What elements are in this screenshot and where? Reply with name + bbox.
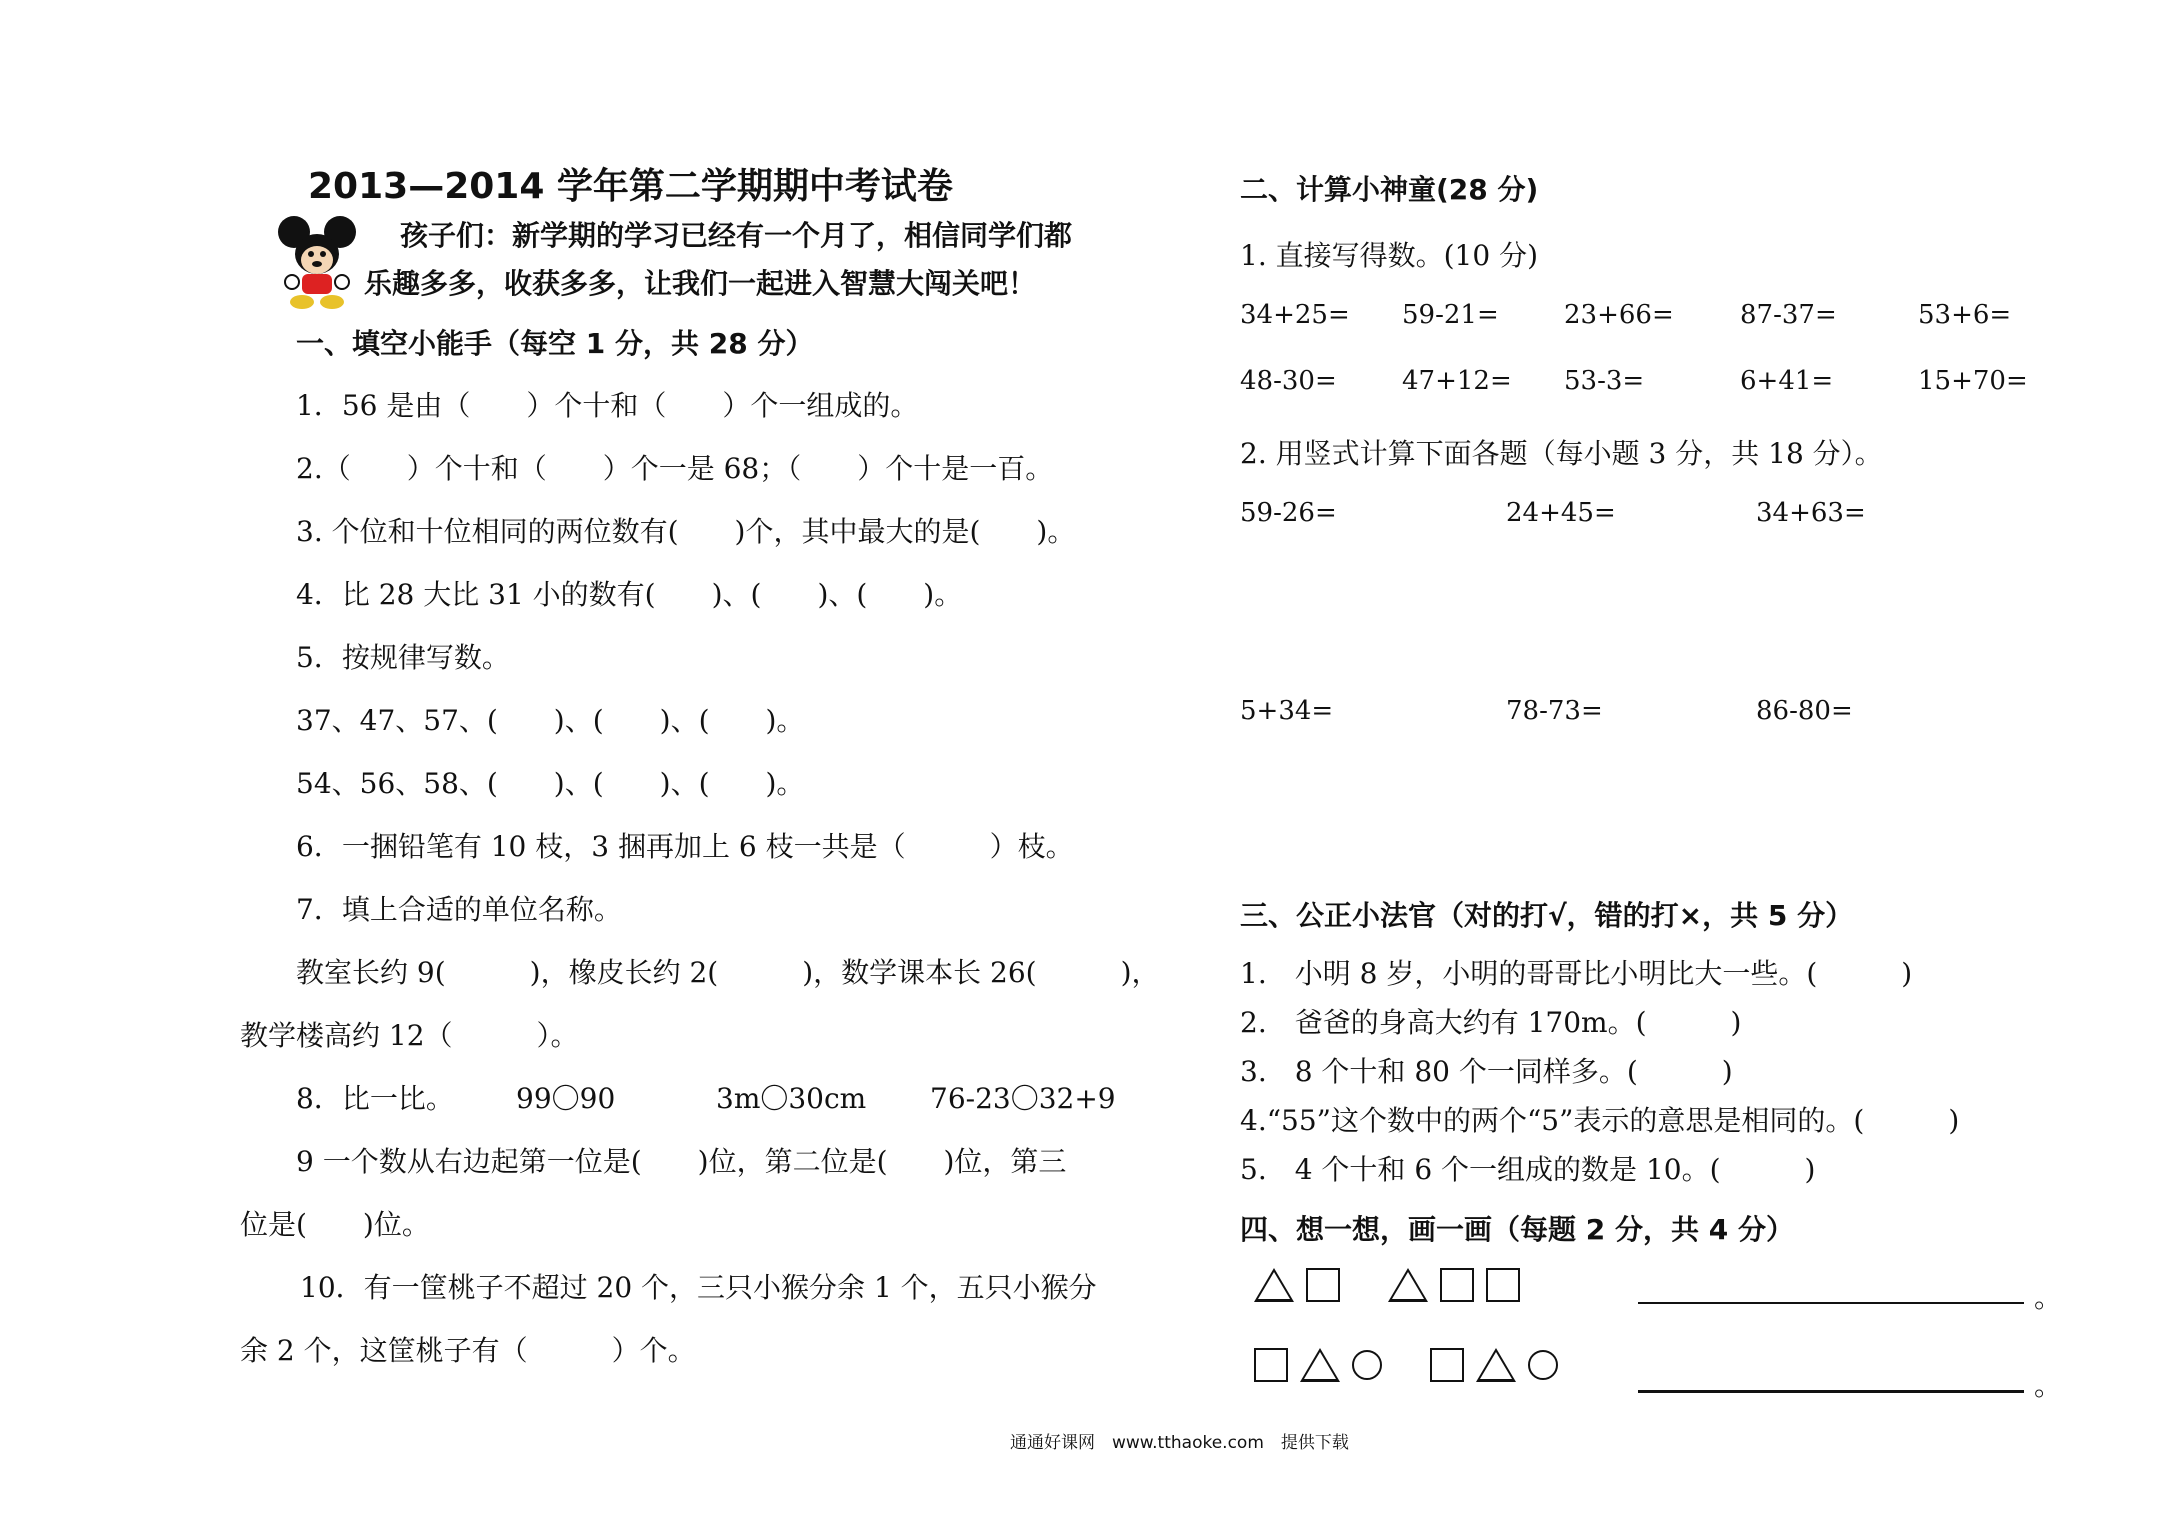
calc-item: 34+25= xyxy=(1240,300,1350,330)
answer-line-1[interactable] xyxy=(1638,1302,2024,1304)
question-5b: 54、56、58、( )、( )、( )。 xyxy=(296,767,805,800)
intro-line-1: 孩子们：新学期的学习已经有一个月了，相信同学们都 xyxy=(400,219,1073,252)
calc-item: 59-21= xyxy=(1402,300,1499,330)
question-10a: 10．有一筐桃子不超过 20 个，三只小猴分余 1 个，五只小猴分 xyxy=(300,1271,1097,1304)
vertical-calc-item: 78-73= xyxy=(1506,696,1603,726)
calc-item: 87-37= xyxy=(1740,300,1837,330)
footer-text: 通通好课网 www.tthaoke.com 提供下载 xyxy=(1010,1433,1349,1453)
question-8a: 99〇90 xyxy=(516,1082,616,1115)
calc-part-2-heading: 2. 用竖式计算下面各题（每小题 3 分，共 18 分）。 xyxy=(1240,437,1883,470)
vertical-calc-item: 24+45= xyxy=(1506,498,1616,528)
pattern-row-1 xyxy=(1254,1268,1532,1302)
question-8b: 3m〇30cm xyxy=(716,1082,867,1115)
circle-icon xyxy=(1528,1350,1558,1380)
answer-line-2[interactable] xyxy=(1638,1390,2024,1393)
square-icon xyxy=(1430,1348,1464,1382)
question-5: 5．按规律写数。 xyxy=(296,641,510,674)
page-title: 2013—2014 学年第二学期期中考试卷 xyxy=(308,166,953,207)
question-2: 2.（ ）个十和（ ）个一是 68；（ ）个十是一百。 xyxy=(296,452,1054,485)
judge-item: 1. 小明 8 岁，小明的哥哥比小明比大一些。( ) xyxy=(1240,957,1913,990)
judge-item: 2. 爸爸的身高大约有 170m。( ) xyxy=(1240,1006,1742,1039)
question-5a: 37、47、57、( )、( )、( )。 xyxy=(296,704,805,737)
section-3-heading: 三、公正小法官（对的打√，错的打×，共 5 分） xyxy=(1240,899,1854,932)
calc-part-1-heading: 1. 直接写得数。(10 分) xyxy=(1240,239,1538,272)
judge-item: 4.“55”这个数中的两个“5”表示的意思是相同的。( ) xyxy=(1240,1104,1960,1137)
question-9a: 9 一个数从右边起第一位是( )位，第二位是( )位，第三 xyxy=(296,1145,1067,1178)
section-1-heading: 一、填空小能手（每空 1 分，共 28 分） xyxy=(296,327,814,360)
section-2-heading: 二、计算小神童(28 分) xyxy=(1240,173,1539,206)
triangle-icon xyxy=(1300,1348,1340,1382)
question-8-label: 8．比一比。 xyxy=(296,1082,454,1115)
calc-item: 23+66= xyxy=(1564,300,1674,330)
calc-item: 15+70= xyxy=(1918,366,2028,396)
vertical-calc-item: 59-26= xyxy=(1240,498,1337,528)
question-6: 6．一捆铅笔有 10 枝，3 捆再加上 6 枝一共是（ ）枝。 xyxy=(296,830,1074,863)
circle-icon xyxy=(1352,1350,1382,1380)
question-1: 1．56 是由（ ）个十和（ ）个一组成的。 xyxy=(296,389,919,422)
calc-item: 48-30= xyxy=(1240,366,1337,396)
triangle-icon xyxy=(1388,1268,1428,1302)
vertical-calc-item: 5+34= xyxy=(1240,696,1334,726)
pattern-row-2 xyxy=(1254,1348,1570,1382)
question-8c: 76-23〇32+9 xyxy=(930,1082,1116,1115)
question-7a: 教室长约 9( )，橡皮长约 2( )，数学课本长 26( )， xyxy=(296,956,1160,989)
judge-item: 3. 8 个十和 80 个一同样多。( ) xyxy=(1240,1055,1733,1088)
triangle-icon xyxy=(1476,1348,1516,1382)
question-10b: 余 2 个，这筐桃子有（ ）个。 xyxy=(240,1334,696,1367)
triangle-icon xyxy=(1254,1268,1294,1302)
calc-item: 53+6= xyxy=(1918,300,2012,330)
square-icon xyxy=(1440,1268,1474,1302)
square-icon xyxy=(1486,1268,1520,1302)
question-9b: 位是( )位。 xyxy=(240,1208,430,1241)
vertical-calc-item: 34+63= xyxy=(1756,498,1866,528)
intro-line-2: 乐趣多多，收获多多，让我们一起进入智慧大闯关吧！ xyxy=(364,267,1037,300)
mickey-mascot-icon xyxy=(272,212,362,312)
end-mark: 。 xyxy=(2034,1369,2063,1402)
question-4: 4．比 28 大比 31 小的数有( )、( )、( )。 xyxy=(296,578,963,611)
question-7: 7．填上合适的单位名称。 xyxy=(296,893,622,926)
vertical-calc-item: 86-80= xyxy=(1756,696,1853,726)
question-3: 3. 个位和十位相同的两位数有( )个，其中最大的是( )。 xyxy=(296,515,1076,548)
calc-item: 6+41= xyxy=(1740,366,1834,396)
section-4-heading: 四、想一想，画一画（每题 2 分，共 4 分） xyxy=(1240,1213,1794,1246)
calc-item: 47+12= xyxy=(1402,366,1512,396)
square-icon xyxy=(1306,1268,1340,1302)
judge-item: 5. 4 个十和 6 个一组成的数是 10。( ) xyxy=(1240,1153,1816,1186)
calc-item: 53-3= xyxy=(1564,366,1645,396)
square-icon xyxy=(1254,1348,1288,1382)
end-mark: 。 xyxy=(2034,1281,2063,1314)
question-7b: 教学楼高约 12（ ）。 xyxy=(240,1019,579,1052)
